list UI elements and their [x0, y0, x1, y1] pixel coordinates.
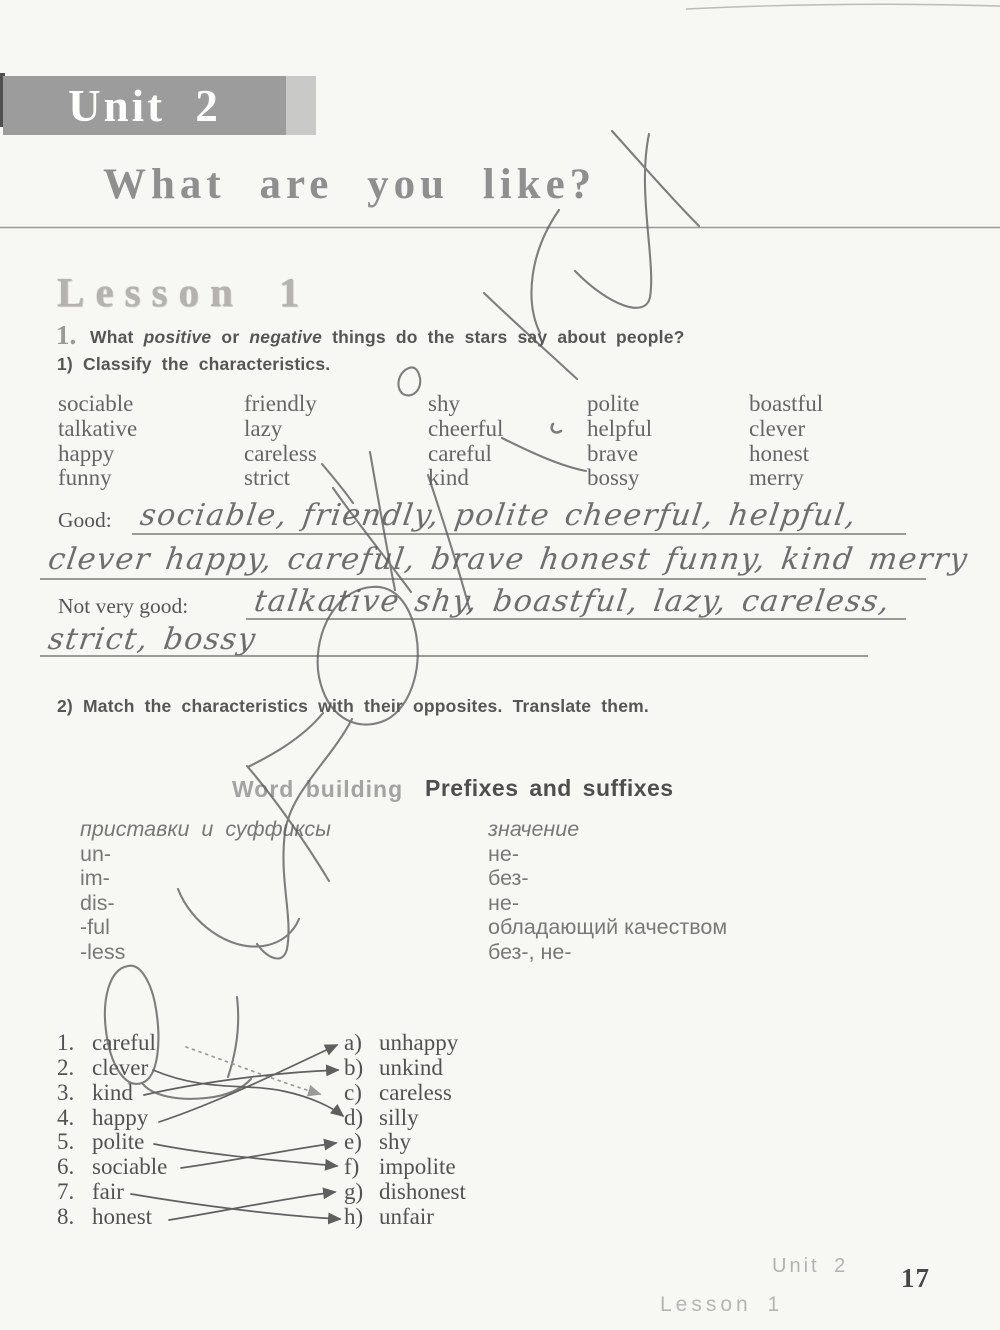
- match-item-word: sociable: [92, 1154, 168, 1180]
- handwritten-not-good-answer-line1: talkative shy, boastful, lazy, careless,: [252, 584, 893, 619]
- footer-page-number: 17: [901, 1263, 930, 1293]
- match-item-word: honest: [92, 1203, 153, 1229]
- word: honest: [749, 440, 810, 466]
- match-option-word: unfair: [379, 1203, 434, 1229]
- match-option-word: shy: [379, 1129, 411, 1155]
- match-option-letter: h): [344, 1203, 364, 1229]
- match-item-number: 8.: [57, 1203, 75, 1229]
- match-item-word: careful: [92, 1030, 156, 1055]
- affix: un-: [80, 841, 112, 866]
- pen-scribble: [532, 210, 559, 333]
- match-option-word: unkind: [379, 1054, 443, 1080]
- handwritten-good-answer-line2: clever happy, careful, brave honest funny, kind merry: [46, 542, 971, 577]
- match-line-2-d: [153, 1070, 343, 1116]
- match-item-number: 7.: [57, 1179, 75, 1205]
- match-item-number: 4.: [57, 1104, 75, 1130]
- word: brave: [587, 440, 639, 466]
- match-option-letter: c): [344, 1079, 362, 1105]
- match-item: [57, 1180, 167, 1205]
- page-title: What are you like?: [103, 161, 597, 208]
- word-column-1: [58, 392, 137, 491]
- match-option-letter: f): [344, 1154, 360, 1180]
- unit-banner-label: Unit 2: [68, 80, 221, 131]
- meaning-column-header: значение: [488, 817, 580, 841]
- match-line-1-c: [186, 1047, 320, 1094]
- match-option-letter: g): [344, 1179, 364, 1205]
- match-item-word: fair: [92, 1179, 124, 1205]
- match-option: [344, 1130, 466, 1155]
- match-line-5-f: [154, 1144, 337, 1166]
- subtask1-instruction: 1) Classify the characteristics.: [57, 354, 331, 374]
- match-item: [57, 1205, 167, 1230]
- task1-question: [90, 327, 685, 348]
- not-good-label: Not very good:: [58, 594, 189, 618]
- word-building-heading: Word building: [232, 776, 404, 802]
- task1-question-italic-negative: negative: [249, 327, 323, 347]
- word: friendly: [244, 391, 317, 416]
- task1-number: 1.: [56, 320, 77, 350]
- word: talkative: [58, 415, 138, 441]
- match-option-letter: b): [344, 1054, 364, 1080]
- scan-edge-artifact: [686, 4, 1000, 9]
- match-option: [344, 1205, 466, 1230]
- word-column-2: [244, 392, 317, 491]
- task1-question-italic-positive: positive: [143, 327, 212, 347]
- match-option-word: dishonest: [379, 1179, 466, 1205]
- task1-question-prefix: What: [90, 327, 144, 347]
- match-option-word: impolite: [379, 1154, 456, 1180]
- match-item-word: happy: [92, 1104, 149, 1130]
- match-item-number: 5.: [57, 1129, 75, 1155]
- match-option-letter: e): [344, 1129, 362, 1155]
- match-option-word: careless: [379, 1079, 452, 1105]
- match-item-number: 1.: [57, 1030, 75, 1055]
- match-item: [57, 1155, 167, 1180]
- match-option: [344, 1180, 466, 1205]
- prefixes-suffixes-heading: Prefixes and suffixes: [425, 775, 674, 801]
- meaning: без-: [488, 866, 529, 891]
- word: merry: [749, 465, 804, 491]
- match-item-number: 6.: [57, 1154, 75, 1180]
- match-line-3-b: [144, 1070, 338, 1095]
- word: helpful: [587, 415, 653, 441]
- matching-right-column: [344, 1031, 466, 1230]
- meaning-column: [488, 817, 727, 965]
- match-line-8-g: [169, 1192, 335, 1220]
- word: careful: [428, 440, 492, 466]
- word: careless: [244, 440, 317, 466]
- word: kind: [428, 465, 469, 491]
- word-column-4: [587, 392, 652, 491]
- word: lazy: [244, 415, 283, 441]
- word: sociable: [58, 391, 134, 416]
- matching-left-column: [57, 1031, 167, 1230]
- word: bossy: [587, 465, 640, 491]
- word: polite: [587, 391, 640, 416]
- match-line-4-a: [159, 1045, 337, 1122]
- meaning: без-, не-: [488, 939, 572, 964]
- affix: dis-: [80, 890, 115, 915]
- task1-question-mid: or: [211, 327, 250, 347]
- affix: im-: [80, 866, 110, 891]
- match-item-word: polite: [92, 1129, 145, 1155]
- meaning: не-: [488, 890, 519, 915]
- unit-banner: [3, 76, 286, 135]
- word: boastful: [749, 391, 824, 416]
- affix-column-header: приставки и суффиксы: [80, 817, 331, 841]
- match-item-number: 2.: [57, 1054, 75, 1080]
- pen-scribble: [248, 713, 323, 767]
- match-item-word: kind: [92, 1079, 133, 1105]
- match-option-word: silly: [379, 1104, 419, 1130]
- match-item-word: clever: [92, 1054, 149, 1080]
- pen-scribble: [502, 438, 586, 471]
- match-line-6-e: [181, 1143, 336, 1168]
- pen-scribble: [612, 131, 699, 226]
- match-option: [344, 1031, 466, 1056]
- word: funny: [58, 465, 112, 491]
- subtask2-instruction: 2) Match the characteristics with their opposites. Translate them.: [57, 696, 649, 716]
- task1-question-suffix: things do the stars say about people?: [322, 327, 685, 347]
- pen-scribble-small-oval: [398, 367, 420, 395]
- match-item-number: 3.: [57, 1079, 75, 1105]
- match-option: [344, 1155, 466, 1180]
- match-item: [57, 1106, 167, 1131]
- match-option-letter: d): [344, 1104, 364, 1130]
- match-option: [344, 1081, 466, 1106]
- word: strict: [244, 465, 290, 491]
- match-option-letter: a): [344, 1030, 362, 1055]
- lesson-heading: Lesson 1: [57, 269, 311, 315]
- match-item: [57, 1130, 167, 1155]
- word: cheerful: [428, 415, 504, 441]
- pen-scribble: [228, 997, 238, 1077]
- match-item: [57, 1081, 167, 1106]
- match-option: [344, 1056, 466, 1081]
- affix-column: [80, 817, 331, 965]
- word: clever: [749, 415, 806, 441]
- footer-lesson-label: Lesson 1: [660, 1293, 784, 1316]
- affix: -ful: [80, 915, 110, 940]
- pen-mark-near-cheerful: [552, 424, 561, 432]
- meaning: обладающий качеством: [488, 915, 728, 940]
- good-label: Good:: [58, 508, 112, 532]
- word-column-5: [749, 392, 823, 491]
- match-option-word: unhappy: [379, 1030, 459, 1055]
- banner-shadow: [286, 76, 316, 135]
- match-item: [57, 1031, 167, 1056]
- word: shy: [428, 391, 460, 416]
- handwritten-good-answer-line1: sociable, friendly, polite cheerful, helpful,: [138, 498, 860, 533]
- meaning: не-: [488, 841, 519, 866]
- word-column-3: [428, 392, 503, 491]
- word: happy: [58, 440, 115, 466]
- footer-unit-label: Unit 2: [772, 1255, 849, 1277]
- handwritten-not-good-answer-line2: strict, bossy: [46, 622, 259, 657]
- match-item: [57, 1056, 167, 1081]
- affix: -less: [80, 939, 126, 964]
- match-option: [344, 1106, 466, 1131]
